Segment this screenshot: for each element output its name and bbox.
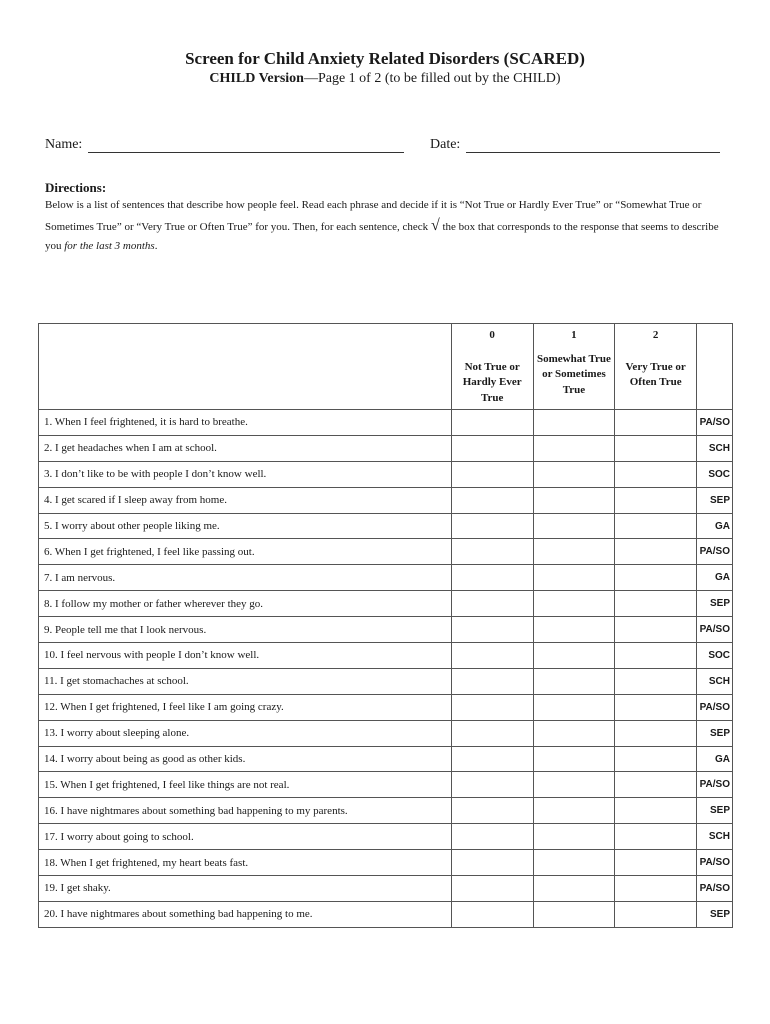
question-row (39, 513, 733, 539)
category-code: SEP (696, 901, 732, 927)
question-text: 2. I get headaches when I am at school. (39, 435, 452, 461)
answer-box-0[interactable] (451, 617, 533, 643)
answer-box-2[interactable] (615, 617, 697, 643)
answer-box-1[interactable] (533, 410, 615, 436)
question-text: 14. I worry about being as good as other kids. (39, 746, 452, 772)
answer-box-1[interactable] (533, 746, 615, 772)
name-field-row (45, 137, 404, 153)
question-text: 17. I worry about going to school. (39, 824, 452, 850)
question-text: 5. I worry about other people liking me. (39, 513, 452, 539)
answer-box-2[interactable] (615, 824, 697, 850)
column-label: Somewhat True or Sometimes True (537, 352, 611, 396)
answer-box-1[interactable] (533, 901, 615, 927)
category-code: SEP (696, 591, 732, 617)
question-text: 3. I don’t like to be with people I don’t know well. (39, 461, 452, 487)
answer-box-2[interactable] (615, 539, 697, 565)
question-row (39, 617, 733, 643)
question-row (39, 798, 733, 824)
column-label: Not True or Hardly Ever True (462, 360, 522, 404)
category-code: PA/SO (696, 876, 732, 902)
questionnaire-table (38, 323, 733, 928)
question-row (39, 746, 733, 772)
subtitle-version: CHILD Version (209, 71, 304, 86)
category-code: PA/SO (696, 850, 732, 876)
subtitle-rest: —Page 1 of 2 (to be filled out by the CHILD) (303, 71, 561, 86)
answer-box-0[interactable] (451, 591, 533, 617)
question-row (39, 410, 733, 436)
question-row (39, 876, 733, 902)
question-text: 4. I get scared if I sleep away from home. (39, 487, 452, 513)
question-row (39, 772, 733, 798)
category-code: PA/SO (696, 694, 732, 720)
header-blank-cell (39, 324, 452, 410)
answer-box-0[interactable] (451, 668, 533, 694)
question-row (39, 435, 733, 461)
question-row (39, 591, 733, 617)
name-input-line[interactable] (88, 138, 404, 153)
answer-box-2[interactable] (615, 876, 697, 902)
answer-box-2[interactable] (615, 410, 697, 436)
answer-box-0[interactable] (451, 798, 533, 824)
answer-box-2[interactable] (615, 565, 697, 591)
table-header-row (39, 324, 733, 410)
question-text: 16. I have nightmares about something bad happening to my parents. (39, 798, 452, 824)
column-label: Very True or Often True (625, 360, 686, 388)
category-code: PA/SO (696, 539, 732, 565)
question-text: 1. When I feel frightened, it is hard to breathe. (39, 410, 452, 436)
answer-box-2[interactable] (615, 643, 697, 669)
question-row (39, 539, 733, 565)
answer-box-2[interactable] (615, 668, 697, 694)
answer-box-2[interactable] (615, 772, 697, 798)
question-text: 8. I follow my mother or father wherever they go. (39, 591, 452, 617)
category-code: PA/SO (696, 772, 732, 798)
answer-box-0[interactable] (451, 746, 533, 772)
answer-box-2[interactable] (615, 694, 697, 720)
answer-box-0[interactable] (451, 824, 533, 850)
category-code: SEP (696, 487, 732, 513)
question-row (39, 668, 733, 694)
answer-box-0[interactable] (451, 876, 533, 902)
answer-box-1[interactable] (533, 565, 615, 591)
directions-text: Below is a list of sentences that describe how people feel. Read each phrase and decide if it is “Not True or Hardly Ever True” or “Somewhat True or Sometimes True” or “Very True or Often True” for you. Then, for each sentence, check √ the box that corresponds to the response that seems to describe you for the last 3 months. (45, 199, 719, 252)
question-row (39, 694, 733, 720)
category-code: SCH (696, 824, 732, 850)
answer-box-0[interactable] (451, 694, 533, 720)
category-code: SCH (696, 435, 732, 461)
answer-box-0[interactable] (451, 772, 533, 798)
answer-box-1[interactable] (533, 694, 615, 720)
date-label: Date: (430, 137, 461, 152)
answer-box-0[interactable] (451, 435, 533, 461)
directions-heading: Directions: (45, 180, 107, 195)
category-code: SCH (696, 668, 732, 694)
answer-box-1[interactable] (533, 668, 615, 694)
column-score: 1 (571, 329, 577, 341)
date-field-row (430, 137, 720, 153)
answer-box-2[interactable] (615, 746, 697, 772)
answer-box-0[interactable] (451, 461, 533, 487)
answer-box-1[interactable] (533, 591, 615, 617)
answer-box-0[interactable] (451, 513, 533, 539)
answer-box-0[interactable] (451, 565, 533, 591)
form-subtitle (0, 71, 770, 87)
name-label: Name: (45, 137, 83, 152)
column-header-1 (533, 324, 615, 410)
answer-box-1[interactable] (533, 461, 615, 487)
question-row (39, 720, 733, 746)
header-category-cell (696, 324, 732, 410)
question-row (39, 850, 733, 876)
answer-box-1[interactable] (533, 435, 615, 461)
answer-box-2[interactable] (615, 720, 697, 746)
answer-box-2[interactable] (615, 435, 697, 461)
category-code: SOC (696, 643, 732, 669)
question-text: 7. I am nervous. (39, 565, 452, 591)
question-rows (39, 410, 733, 928)
category-code: GA (696, 746, 732, 772)
question-row (39, 565, 733, 591)
column-score: 2 (652, 329, 659, 341)
answer-box-1[interactable] (533, 617, 615, 643)
answer-box-2[interactable] (615, 513, 697, 539)
answer-box-1[interactable] (533, 487, 615, 513)
question-text: 15. When I get frightened, I feel like things are not real. (39, 772, 452, 798)
question-row (39, 643, 733, 669)
category-code: GA (696, 565, 732, 591)
answer-box-0[interactable] (451, 850, 533, 876)
answer-box-2[interactable] (615, 487, 697, 513)
question-text: 19. I get shaky. (39, 876, 452, 902)
question-text: 20. I have nightmares about something bad happening to me. (39, 901, 452, 927)
answer-box-2[interactable] (615, 591, 697, 617)
answer-box-2[interactable] (615, 850, 697, 876)
answer-box-0[interactable] (451, 487, 533, 513)
question-text: 10. I feel nervous with people I don’t know well. (39, 643, 452, 669)
answer-box-1[interactable] (533, 720, 615, 746)
answer-box-1[interactable] (533, 876, 615, 902)
column-header-2 (615, 324, 697, 410)
checkmark-icon: √ (430, 216, 440, 234)
answer-box-0[interactable] (451, 643, 533, 669)
question-row (39, 461, 733, 487)
answer-box-0[interactable] (451, 720, 533, 746)
answer-box-2[interactable] (615, 901, 697, 927)
answer-box-1[interactable] (533, 850, 615, 876)
question-row (39, 487, 733, 513)
date-input-line[interactable] (466, 138, 720, 153)
answer-box-2[interactable] (615, 461, 697, 487)
answer-box-0[interactable] (451, 539, 533, 565)
category-code: SEP (696, 798, 732, 824)
column-score: 0 (489, 329, 495, 341)
question-text: 13. I worry about sleeping alone. (39, 720, 452, 746)
category-code: SEP (696, 720, 732, 746)
category-code: PA/SO (696, 410, 732, 436)
answer-box-1[interactable] (533, 798, 615, 824)
answer-box-0[interactable] (451, 901, 533, 927)
category-code: SOC (696, 461, 732, 487)
question-text: 9. People tell me that I look nervous. (39, 617, 452, 643)
column-header-0 (451, 324, 533, 410)
question-text: 12. When I get frightened, I feel like I am going crazy. (39, 694, 452, 720)
question-text: 6. When I get frightened, I feel like passing out. (39, 539, 452, 565)
answer-box-1[interactable] (533, 643, 615, 669)
answer-box-1[interactable] (533, 824, 615, 850)
answer-box-1[interactable] (533, 772, 615, 798)
category-code: GA (696, 513, 732, 539)
answer-box-1[interactable] (533, 513, 615, 539)
question-row (39, 824, 733, 850)
answer-box-0[interactable] (451, 410, 533, 436)
form-title: Screen for Child Anxiety Related Disorders (SCARED) (185, 49, 585, 68)
answer-box-1[interactable] (533, 539, 615, 565)
question-text: 18. When I get frightened, my heart beats fast. (39, 850, 452, 876)
answer-box-2[interactable] (615, 798, 697, 824)
category-code: PA/SO (696, 617, 732, 643)
question-text: 11. I get stomachaches at school. (39, 668, 452, 694)
question-row (39, 901, 733, 927)
